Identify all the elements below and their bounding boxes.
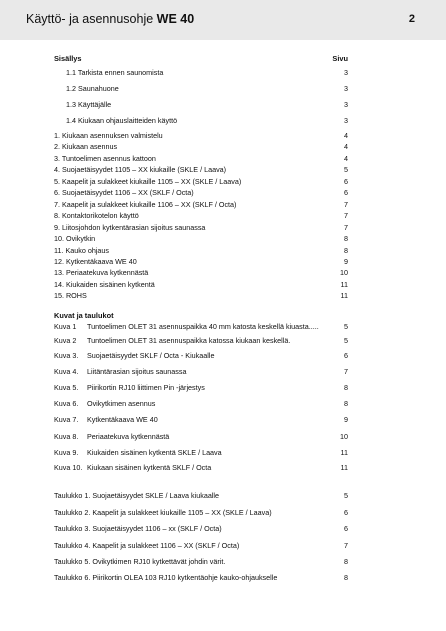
figure-title: Kytkentäkaava WE 40 <box>87 415 158 424</box>
toc-page-number: 9 <box>344 415 348 424</box>
toc-page-number: 5 <box>344 336 348 345</box>
toc-page-number: 4 <box>344 131 348 140</box>
toc-section: 10. Ovikytkin <box>54 234 96 244</box>
table-entry: Taulukko 3. Suojaetäisyydet 1106 – xx (SKLF / Octa) <box>54 524 222 533</box>
toc-page-number: 11 <box>340 279 348 289</box>
toc-page-number: 5 <box>344 322 348 331</box>
toc-page-number: 6 <box>344 508 348 517</box>
figure-title: Kiukaiden sisäinen kytkentä SKLE / Laava <box>87 448 222 457</box>
figures-heading: Kuvat ja taulukot <box>54 311 114 320</box>
toc-page-number: 6 <box>344 188 348 198</box>
toc-page-number: 9 <box>344 256 348 266</box>
figure-title: Tuntoelimen OLET 31 asennuspaikka katossa kiukaan keskellä. <box>87 336 291 345</box>
toc-page-number: 6 <box>344 176 348 186</box>
figure-number: Kuva 10. <box>54 463 83 472</box>
toc-page-number: 4 <box>344 153 348 163</box>
table-entry: Taulukko 1. Suojaetäisyydet SKLE / Laava kiukaalle <box>54 491 220 500</box>
toc-page-number: 5 <box>344 165 348 175</box>
page-header <box>0 0 446 40</box>
figure-number: Kuva 3. <box>54 351 79 360</box>
figure-number: Kuva 9. <box>54 448 79 457</box>
toc-page-number: 4 <box>344 142 348 152</box>
toc-page-number: 6 <box>344 351 348 360</box>
figure-title: Suojaetäisyydet SKLF / Octa - Kiukaalle <box>87 351 215 360</box>
figure-number: Kuva 5. <box>54 383 79 392</box>
table-entry: Taulukko 6. Piirikortin OLEA 103 RJ10 kytkentäohje kauko-ohjaukselle <box>54 573 278 582</box>
page-column-heading: Sivu <box>332 54 348 63</box>
toc-section: 3. Tuntoelimen asennus kattoon <box>54 153 156 163</box>
figure-title: Periaatekuva kytkennästä <box>87 432 170 441</box>
figure-number: Kuva 7. <box>54 415 79 424</box>
toc-page-number: 7 <box>344 222 348 232</box>
figure-title: Tuntoelimen OLET 31 asennuspaikka 40 mm katosta keskellä kiuasta..... <box>87 322 319 331</box>
toc-page-number: 5 <box>344 491 348 500</box>
toc-page-number: 11 <box>340 448 348 457</box>
toc-section: 6. Suojaetäisyydet 1106 – XX (SKLF / Octa) <box>54 188 194 198</box>
toc-section: 9. Liitosjohdon kytkentärasian sijoitus saunassa <box>54 222 206 232</box>
toc-section: 11. Kauko ohjaus <box>54 245 110 255</box>
toc-section: 13. Periaatekuva kytkennästä <box>54 268 149 278</box>
toc-page-number: 3 <box>344 100 348 109</box>
figure-number: Kuva 1 <box>54 322 77 331</box>
figure-title: Ovikytkimen asennus <box>87 399 156 408</box>
document-title: Käyttö- ja asennusohje WE 40 <box>26 12 195 26</box>
figure-title: Kiukaan sisäinen kytkentä SKLF / Octa <box>87 463 212 472</box>
toc-section: 12. Kytkentäkaava WE 40 <box>54 256 137 266</box>
figure-number: Kuva 8. <box>54 432 79 441</box>
table-entry: Taulukko 2. Kaapelit ja sulakkeet kiukaille 1105 – XX (SKLE / Laava) <box>54 508 272 517</box>
toc-section: 8. Kontaktorikotelon käyttö <box>54 211 139 221</box>
toc-page-number: 8 <box>344 557 348 566</box>
toc-page-number: 8 <box>344 573 348 582</box>
toc-page-number: 10 <box>340 268 348 278</box>
toc-page-number: 11 <box>340 291 348 301</box>
toc-page-number: 7 <box>344 367 348 376</box>
toc-page-number: 7 <box>344 211 348 221</box>
toc-page-number: 8 <box>344 383 348 392</box>
toc-page-number: 6 <box>344 524 348 533</box>
table-entry: Taulukko 5. Ovikytkimen RJ10 kytkettävät johdin värit. <box>54 557 226 566</box>
toc-subsection: 1.1 Tarkista ennen saunomista <box>66 68 164 77</box>
table-entry: Taulukko 4. Kaapelit ja sulakkeet 1106 – XX (SKLF / Octa) <box>54 541 240 550</box>
toc-page-number: 8 <box>344 234 348 244</box>
toc-page-number: 7 <box>344 199 348 209</box>
toc-section: 2. Kiukaan asennus <box>54 142 118 152</box>
figure-title: Piirikortin RJ10 liittimen Pin -järjestys <box>87 383 205 392</box>
figure-number: Kuva 2 <box>54 336 77 345</box>
toc-page-number: 7 <box>344 541 348 550</box>
toc-subsection: 1.2 Saunahuone <box>66 84 119 93</box>
toc-section: 14. Kiukaiden sisäinen kytkentä <box>54 279 155 289</box>
figure-number: Kuva 4. <box>54 367 79 376</box>
toc-heading: Sisällys <box>54 54 82 63</box>
toc-section: 1. Kiukaan asennuksen valmistelu <box>54 131 163 140</box>
toc-page-number: 3 <box>344 84 348 93</box>
toc-section: 7. Kaapelit ja sulakkeet kiukaille 1106 – XX (SKLF / Octa) <box>54 199 237 209</box>
toc-page-number: 8 <box>344 245 348 255</box>
toc-page-number: 8 <box>344 399 348 408</box>
toc-section: 15. ROHS <box>54 291 87 301</box>
figure-title: Liitäntärasian sijoitus saunassa <box>87 367 187 376</box>
toc-section: 4. Suojaetäisyydet 1105 – XX kiukaille (SKLE / Laava) <box>54 165 227 175</box>
page-number: 2 <box>408 13 415 25</box>
toc-section: 5. Kaapelit ja sulakkeet kiukaille 1105 – XX (SKLE / Laava) <box>54 176 242 186</box>
toc-page-number: 10 <box>340 432 348 441</box>
toc-subsection: 1.3 Käyttäjälle <box>66 100 112 109</box>
toc-page-number: 11 <box>340 463 348 472</box>
toc-subsection: 1.4 Kiukaan ohjauslaitteiden käyttö <box>66 116 178 125</box>
figure-number: Kuva 6. <box>54 399 79 408</box>
toc-page-number: 3 <box>344 116 348 125</box>
toc-page-number: 3 <box>344 68 348 77</box>
